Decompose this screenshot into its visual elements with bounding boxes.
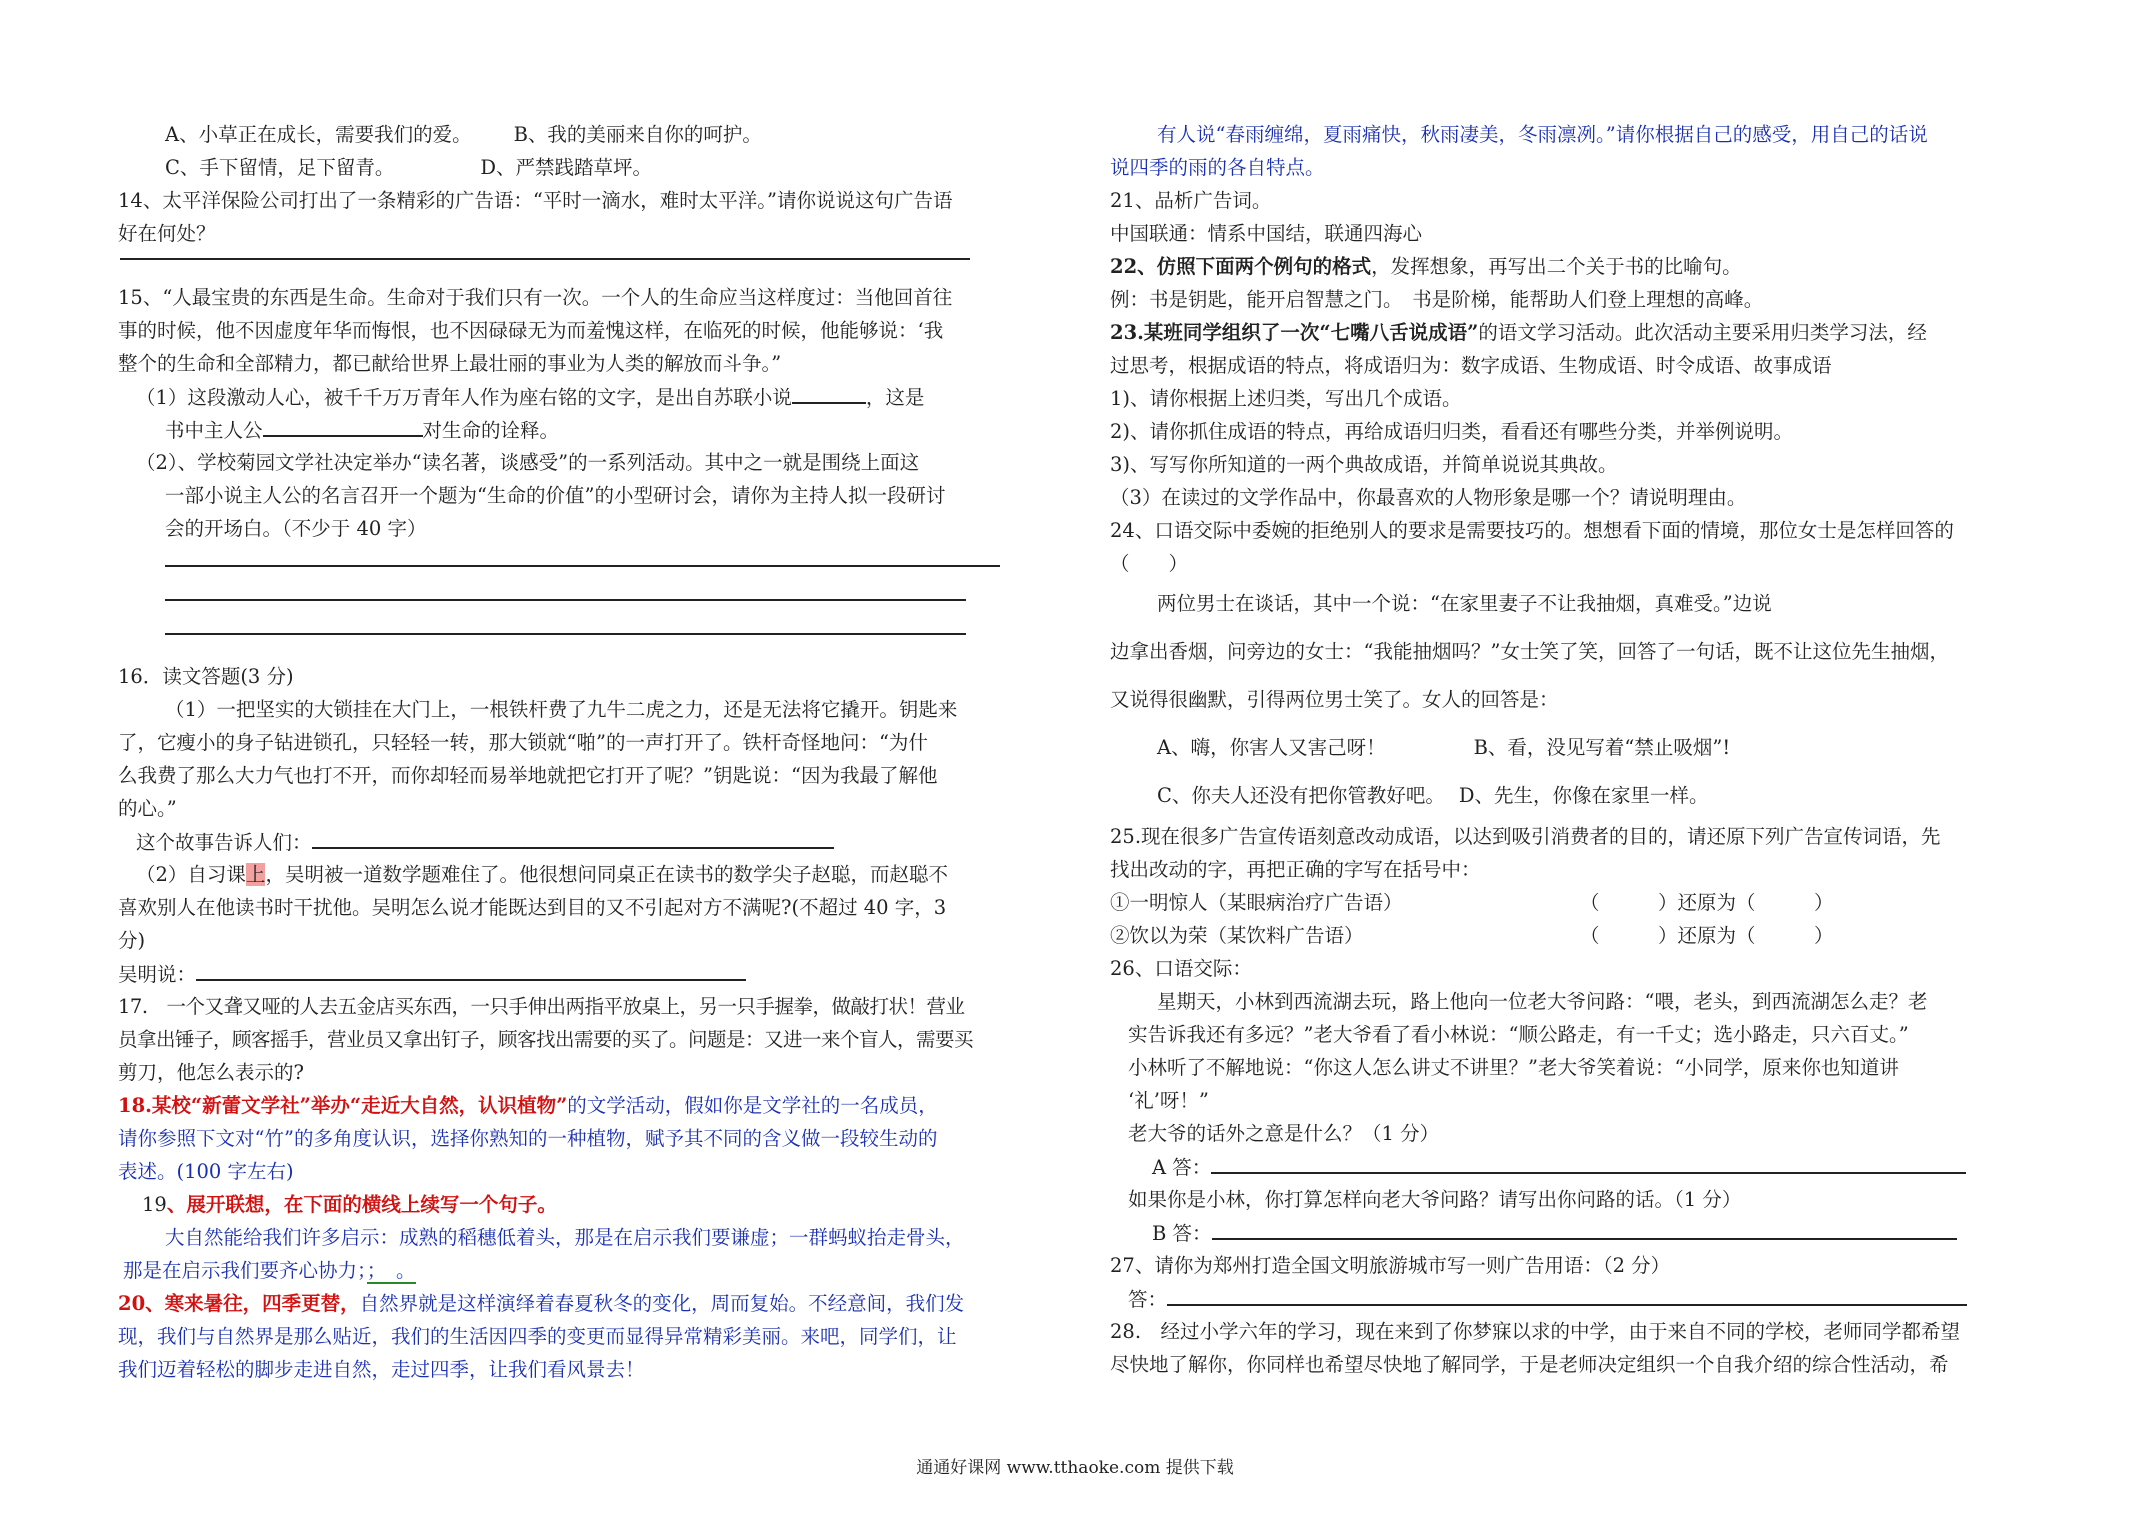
q15-part1-line2: 书中主人公 对生命的诠释。 — [118, 413, 1068, 446]
page-footer: 通通好课网 www.tthaoke.com 提供下载 — [916, 1458, 1234, 1478]
q25-item2: ②饮以为荣（某饮料广告语） （ ）还原为（ ） — [1110, 924, 1834, 947]
q15-part2-line3: 会的开场白。（不少于 40 字） — [165, 517, 427, 540]
q27-answer: 答： — [1110, 1282, 2060, 1315]
q23-line6: （3）在读过的文学作品中，你最喜欢的人物形象是哪一个？请说明理由。 — [1110, 486, 1747, 509]
q23-line5: 3)、写写你所知道的一两个典故成语，并简单说说其典故。 — [1110, 453, 1618, 476]
q20-line3: 我们迈着轻松的脚步走进自然，走过四季，让我们看风景去！ — [118, 1358, 645, 1381]
highlighted-char: 上 — [245, 863, 266, 886]
q17-line2: 员拿出锤子，顾客摇手，营业员又拿出钉子，顾客找出需要的买了。问题是：又进一来个盲人，需要买 — [118, 1028, 974, 1051]
q22-example: 例：书是钥匙，能开启智慧之门。 书是阶梯，能帮助人们登上理想的高峰。 — [1110, 288, 1764, 311]
option-b: B、我的美丽来自你的呵护。 — [513, 123, 762, 146]
q17-line3: 剪刀，他怎么表示的? — [118, 1061, 304, 1084]
q24-option-d: D、先生，你像在家里一样。 — [1458, 784, 1709, 807]
q13-options-row2 — [118, 151, 1068, 184]
q16-part2-line3: 分) — [118, 929, 146, 952]
blank-answer-a[interactable] — [1211, 1150, 1966, 1174]
q25-line1: 25.现在很多广告宣传语刻意改动成语，以达到吸引消费者的目的，请还原下列广告宣传词语，先 — [1110, 825, 1941, 848]
q16-title: 16．读文答题(3 分) — [118, 665, 294, 688]
q13-options-row1 — [118, 118, 1068, 151]
blank-answer-b[interactable] — [1212, 1216, 1957, 1240]
q26-story-line1: 星期天，小林到西流湖去玩，路上他向一位老大爷问路：“喂，老头，到西流湖怎么走？老 — [1157, 990, 1928, 1013]
q24-option-b: B、看，没见写着“禁止吸烟”! — [1473, 736, 1731, 759]
q15-line2: 事的时候，他不因虚度年华而悔恨，也不因碌碌无为而羞愧这样，在临死的时候，他能够说：‘我 — [118, 319, 944, 342]
option-d: D、严禁践踏草坪。 — [480, 156, 653, 179]
q14-line1: 14、太平洋保险公司打出了一条精彩的广告语：“平时一滴水，难时太平洋。”请你说说这句广告语 — [118, 189, 953, 212]
q24-story-line2: 边拿出香烟，问旁边的女士：“我能抽烟吗？”女士笑了笑，回答了一句话，既不让这位先生抽烟， — [1110, 640, 1949, 663]
q23-line2: 过思考，根据成语的特点，将成语归为：数字成语、生物成语、时令成语、故事成语 — [1110, 354, 1832, 377]
q26-story-line2: 实告诉我还有多远？”老大爷看了看小林说：“顺公路走，有一千丈；选小路走，只六百丈。” — [1128, 1023, 1909, 1046]
left-column — [118, 118, 1068, 1386]
q23-line3: 1)、请你根据上述归类，写出几个成语。 — [1110, 387, 1462, 410]
q24-option-a: A、嗨，你害人又害己呀！ — [1157, 736, 1386, 759]
q18-line2: 请你参照下文对“竹”的多角度认识，选择你熟知的一种植物，赋予其不同的含义做一段较生动的 — [118, 1127, 938, 1150]
blank-story-moral[interactable] — [312, 825, 834, 849]
q19-answer-blank[interactable]: ； 。 — [366, 1259, 416, 1282]
q26-title: 26、口语交际： — [1110, 957, 1252, 980]
q25-item1: ①一明惊人（某眼病治疗广告语） （ ）还原为（ ） — [1110, 891, 1834, 914]
q20-line2: 现，我们与自然界是那么贴近，我们的生活因四季的变更而显得异常精彩美丽。来吧，同学们，让 — [118, 1325, 957, 1348]
q16-story-line: 这个故事告诉人们： — [118, 825, 1068, 858]
q14-line2: 好在何处？ — [118, 222, 216, 245]
rain-line1: 有人说“春雨缠绵，夏雨痛快，秋雨凄美，冬雨凛冽。”请你根据自己的感受，用自己的话说 — [1157, 123, 1928, 146]
q28-line1: 28. 经过小学六年的学习，现在来到了你梦寐以求的中学，由于来自不同的学校，老师同学都希望 — [1110, 1320, 1961, 1343]
q28-line2: 尽快地了解你，你同样也希望尽快地了解同学，于是老师决定组织一个自我介绍的综合性活动，希 — [1110, 1353, 1949, 1376]
q26-story-line3: 小林听了不解地说：“你这人怎么讲丈不讲里？”老大爷笑着说：“小同学，原来你也知道讲 — [1128, 1056, 1899, 1079]
q19-line3: 那是在启示我们要齐心协力；； 。 — [123, 1259, 416, 1282]
blank-protagonist[interactable] — [263, 413, 423, 437]
q15-part2-line2: 一部小说主人公的名言召开一个题为“生命的价值”的小型研讨会，请你为主持人拟一段研讨 — [165, 484, 946, 507]
q14-answer-line[interactable] — [118, 250, 1068, 281]
q26-answer-b: B 答： — [1110, 1216, 2060, 1249]
q16-part1-line1: （1）一把坚实的大锁挂在大门上，一根铁杆费了九牛二虎之力，还是无法将它撬开。钥匙来 — [165, 698, 958, 721]
q17-line1: 17. 一个又聋又哑的人去五金店买东西，一只手伸出两指平放桌上，另一只手握拳，做敲打状！营业 — [118, 995, 965, 1018]
q24-options-row1 — [1110, 724, 2060, 772]
q23-line1: 23.某班同学组织了一次“七嘴八舌说成语”的语文学习活动。此次活动主要采用归类学习法，经 — [1110, 321, 1927, 344]
q15-part1-line1: （1）这段激动人心，被千千万万青年人作为座右铭的文字，是出自苏联小说 ，这是 — [118, 380, 1068, 413]
option-c: C、手下留情，足下留青。 — [165, 156, 395, 179]
q24-story-line3: 又说得很幽默，引得两位男士笑了。女人的回答是： — [1110, 688, 1559, 711]
q24-story-line1: 两位男士在谈话，其中一个说：“在家里妻子不让我抽烟，真难受。”边说 — [1157, 592, 1772, 615]
q15-line1: 15、“人最宝贵的东西是生命。生命对于我们只有一次。一个人的生命应当这样度过：当他回首往 — [118, 286, 953, 309]
q19-line2: 大自然能给我们许多启示：成熟的稻穗低着头，那是在启示我们要谦虚；一群蚂蚁抬走骨头， — [165, 1226, 965, 1249]
blank-novel[interactable] — [792, 380, 866, 404]
right-column — [1110, 118, 2060, 1381]
q18-line3: 表述。(100 字左右) — [118, 1160, 294, 1183]
q18-line1: 18.某校“新蕾文学社”举办“走近大自然，认识植物”的文学活动，假如你是文学社的一名成员， — [118, 1094, 938, 1117]
q23-line4: 2)、请你抓住成语的特点，再给成语归归类，看看还有哪些分类，并举例说明。 — [1110, 420, 1794, 443]
q24-options-row2 — [1110, 772, 2060, 820]
option-a: A、小草正在成长，需要我们的爱。 — [165, 123, 472, 146]
q21-ad: 中国联通：情系中国结，联通四海心 — [1110, 222, 1423, 245]
q21-title: 21、品析广告词。 — [1110, 189, 1272, 212]
q16-part1-line4: 的心。” — [118, 797, 177, 820]
blank-q27[interactable] — [1167, 1282, 1967, 1306]
q16-part2-line2: 喜欢别人在他读书时干扰他。吴明怎么说才能既达到目的又不引起对方不满呢?(不超过 40 字，3 — [118, 896, 947, 919]
q16-wuming-line: 吴明说： — [118, 957, 1068, 990]
q16-part1-line3: 么我费了那么大力气也打不开，而你却轻而易举地就把它打开了呢？”钥匙说：“因为我最了解他 — [118, 764, 938, 787]
q20-line1: 20、寒来暑往，四季更替，自然界就是这样演绎着春夏秋冬的变化，周而复始。不经意间，我们发 — [118, 1292, 965, 1315]
q27-line: 27、请你为郑州打造全国文明旅游城市写一则广告用语：（2 分） — [1110, 1254, 1671, 1277]
q15-answer-lines[interactable] — [118, 545, 1068, 660]
q16-part1-line2: 了，它瘦小的身子钻进锁孔，只轻轻一转，那大锁就“啪”的一声打开了。铁杆奇怪地问：“为什 — [118, 731, 928, 754]
rain-line2: 说四季的雨的各自特点。 — [1110, 156, 1325, 179]
q15-part2-line1: （2）、学校菊园文学社决定举办“读名著，谈感受”的一系列活动。其中之一就是围绕上面这 — [136, 451, 920, 474]
q22-line: 22、仿照下面两个例句的格式，发挥想象，再写出二个关于书的比喻句。 — [1110, 255, 1742, 278]
q15-line3: 整个的生命和全部精力，都已献给世界上最壮丽的事业为人类的解放而斗争。” — [118, 352, 782, 375]
q26-story-line4: ‘礼’呀！” — [1128, 1089, 1209, 1112]
q16-part2-line1: （2）自习课上，吴明被一道数学题难住了。他很想问同桌正在读书的数学尖子赵聪，而赵聪不 — [136, 863, 948, 886]
blank-wuming[interactable] — [196, 957, 746, 981]
q26-answer-a: A 答： — [1110, 1150, 2060, 1183]
q24-option-c: C、你夫人还没有把你管教好吧。 — [1157, 784, 1445, 807]
q26-question1: 老大爷的话外之意是什么？（1 分） — [1128, 1122, 1440, 1145]
q24-line2: （ ） — [1110, 552, 1189, 575]
q25-line2: 找出改动的字，再把正确的字写在括号中： — [1110, 858, 1481, 881]
q26-question2: 如果你是小林，你打算怎样向老大爷问路？请写出你问路的话。（1 分） — [1128, 1188, 1742, 1211]
q24-line1: 24、口语交际中委婉的拒绝别人的要求是需要技巧的。想想看下面的情境，那位女士是怎样回答的 — [1110, 519, 1954, 542]
q19-line1: 19、展开联想，在下面的横线上续写一个句子。 — [142, 1193, 557, 1216]
